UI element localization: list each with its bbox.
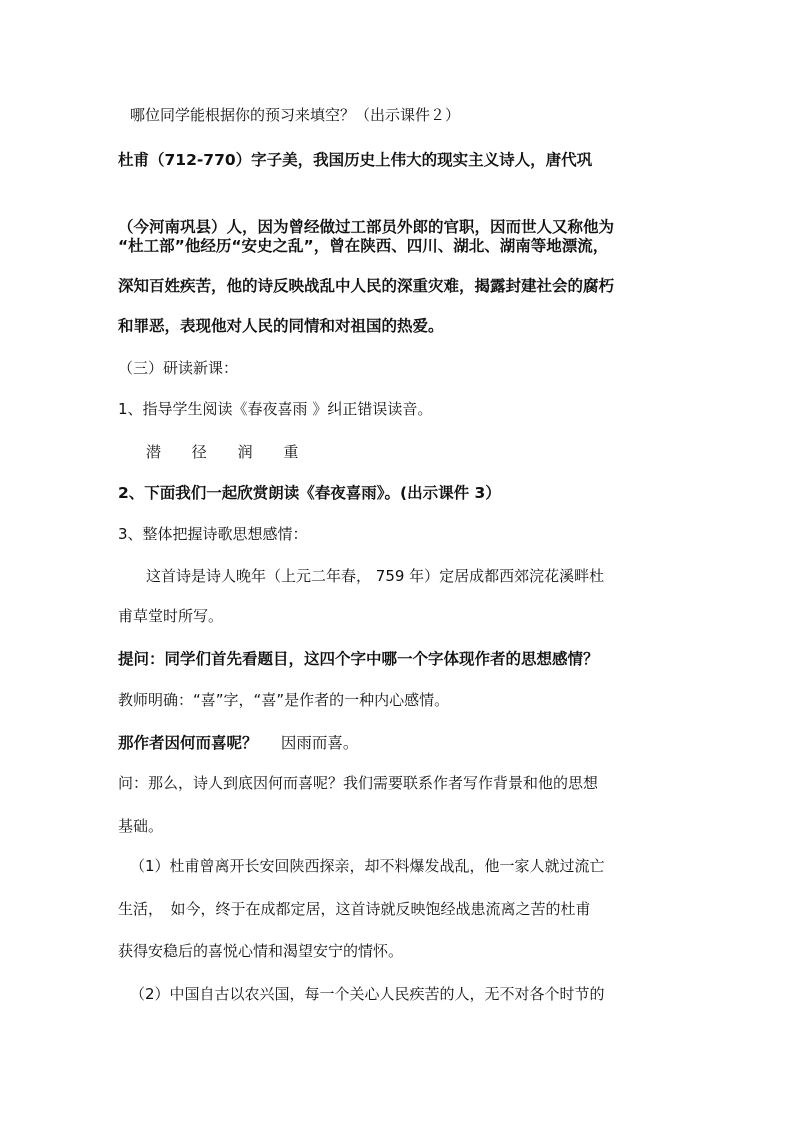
- char-zhong: 重: [283, 443, 299, 461]
- point-1-line-1: （1）杜甫曾离开长安回陕西探亲，却不料爆发战乱，他一家人就过流亡: [130, 857, 605, 875]
- point-1-line-2: 生活， 如今，终于在成都定居，这首诗就反映饱经战患流离之苦的杜甫: [118, 900, 591, 918]
- dufu-bio-line-5: 和罪恶，表现他对人民的同情和对祖国的热爱。: [118, 317, 444, 335]
- dufu-bio-line-4: 深知百姓疾苦，他的诗反映战乱中人民的深重灾难，揭露封建社会的腐朽: [118, 277, 615, 295]
- point-2-line-1: （2）中国自古以农兴国，每一个关心人民疾苦的人，无不对各个时节的: [130, 985, 605, 1003]
- step-1: 1、指导学生阅读《春夜喜雨 》纠正错误读音。: [118, 400, 433, 418]
- section-heading: （三）研读新课：: [118, 359, 239, 377]
- char-jing: 径: [191, 443, 207, 461]
- pronunciation-chars: [146, 442, 706, 462]
- point-1-line-3: 获得安稳后的喜悦心情和渴望安宁的情怀。: [118, 942, 404, 960]
- question-followup-line-1: 问：那么，诗人到底因何而喜呢？我们需要联系作者写作背景和他的思想: [118, 774, 599, 792]
- question-followup-line-2: 基础。: [118, 817, 164, 835]
- poem-background-line-1: 这首诗是诗人晚年（上元二年春， 759 年）定居成都西郊浣花溪畔杜: [146, 567, 605, 585]
- step-3: 3、整体把握诗歌思想感情：: [118, 525, 308, 543]
- step-2: 2、下面我们一起欣赏朗读《春夜喜雨》。(出示课件 3）: [118, 484, 501, 502]
- question-why-happy: [118, 733, 678, 753]
- teacher-clarifies: 教师明确：“喜”字，“喜”是作者的一种内心感情。: [118, 691, 450, 709]
- question-title-emotion: 提问：同学们首先看题目，这四个字中哪一个字体现作者的思想感情？: [118, 650, 599, 668]
- char-qian: 潜: [146, 443, 162, 461]
- dufu-bio-line-1: 杜甫（712-770）字子美，我国历史上伟大的现实主义诗人，唐代巩: [118, 151, 593, 169]
- question-text: 那作者因何而喜呢？: [118, 734, 258, 752]
- dufu-bio-line-3: “杜工部”他经历“安史之乱”，曾在陕西、四川、湖北、湖南等地漂流，: [118, 237, 609, 255]
- answer-text: 因雨而喜。: [280, 734, 359, 752]
- poem-background-line-2: 甫草堂时所写。: [118, 607, 224, 625]
- dufu-bio-line-2: （今河南巩县）人，因为曾经做过工部员外郎的官职，因而世人又称他为: [118, 218, 615, 236]
- char-run: 润: [237, 443, 253, 461]
- intro-question: 哪位同学能根据你的预习来填空？（出示课件２）: [130, 106, 461, 124]
